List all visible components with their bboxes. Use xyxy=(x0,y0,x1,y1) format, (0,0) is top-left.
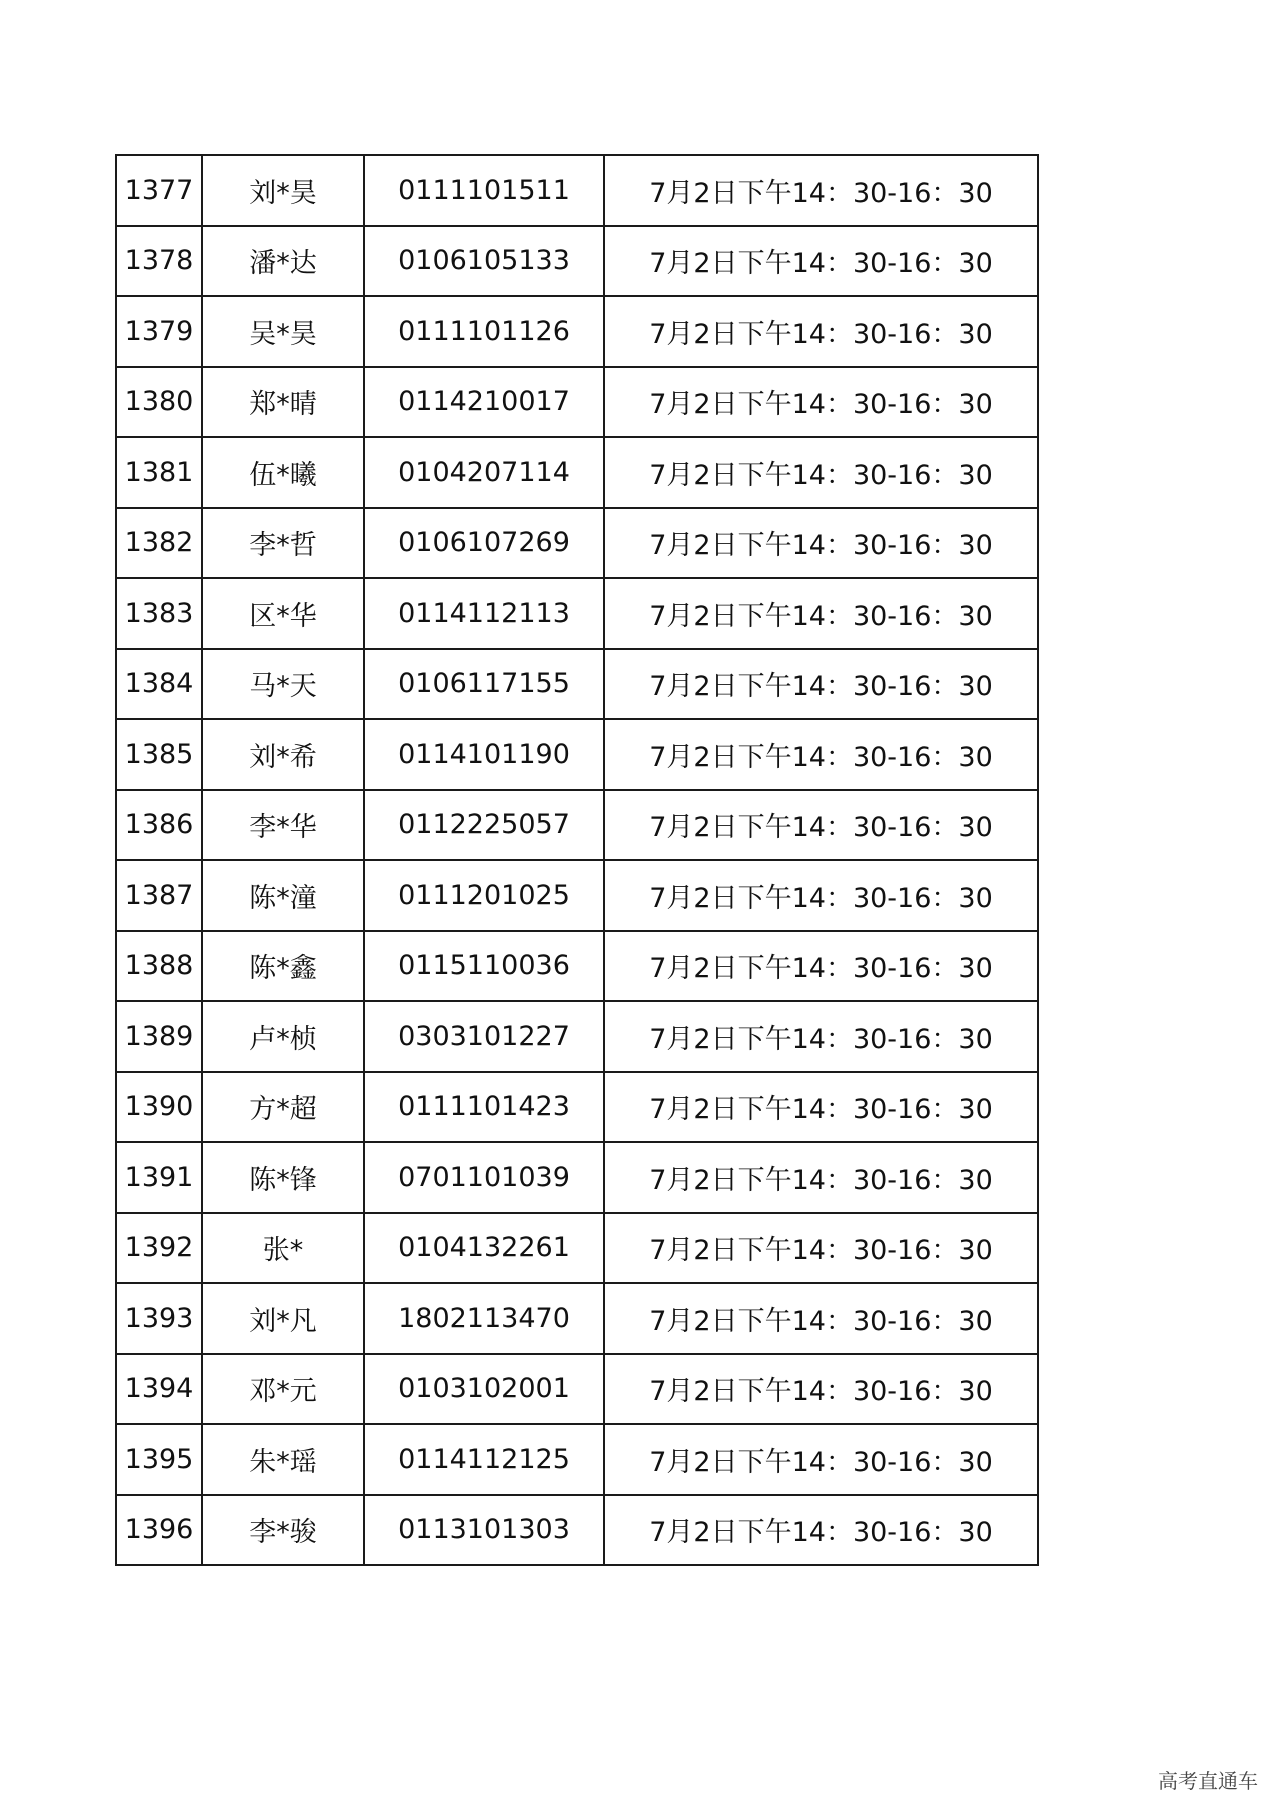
id-cell: 0114101190 xyxy=(364,719,604,790)
id-cell: 1802113470 xyxy=(364,1283,604,1354)
name-cell: 李*哲 xyxy=(202,508,364,579)
table-row xyxy=(116,931,1038,1002)
name-cell: 刘*昊 xyxy=(202,155,364,226)
table-row xyxy=(116,1072,1038,1143)
table-row xyxy=(116,719,1038,790)
table-row xyxy=(116,1213,1038,1284)
name-cell: 吴*昊 xyxy=(202,296,364,367)
id-cell: 0303101227 xyxy=(364,1001,604,1072)
table-row xyxy=(116,508,1038,579)
table-row xyxy=(116,578,1038,649)
table-row xyxy=(116,860,1038,931)
row-number-cell: 1380 xyxy=(116,367,202,438)
row-number-cell: 1377 xyxy=(116,155,202,226)
id-cell: 0114210017 xyxy=(364,367,604,438)
name-cell: 邓*元 xyxy=(202,1354,364,1425)
name-cell: 方*超 xyxy=(202,1072,364,1143)
time-cell: 7月2日下午14：30-16：30 xyxy=(604,1142,1038,1213)
name-cell: 伍*曦 xyxy=(202,437,364,508)
name-cell: 刘*凡 xyxy=(202,1283,364,1354)
row-number-cell: 1385 xyxy=(116,719,202,790)
table-row xyxy=(116,1354,1038,1425)
name-cell: 卢*桢 xyxy=(202,1001,364,1072)
name-cell: 郑*晴 xyxy=(202,367,364,438)
name-cell: 区*华 xyxy=(202,578,364,649)
table-row xyxy=(116,437,1038,508)
row-number-cell: 1378 xyxy=(116,226,202,297)
id-cell: 0111101126 xyxy=(364,296,604,367)
id-cell: 0701101039 xyxy=(364,1142,604,1213)
time-cell: 7月2日下午14：30-16：30 xyxy=(604,1495,1038,1566)
name-cell: 李*华 xyxy=(202,790,364,861)
roster-table xyxy=(115,154,1039,1566)
table-row xyxy=(116,1001,1038,1072)
id-cell: 0114112113 xyxy=(364,578,604,649)
time-cell: 7月2日下午14：30-16：30 xyxy=(604,1072,1038,1143)
name-cell: 陈*锋 xyxy=(202,1142,364,1213)
id-cell: 0112225057 xyxy=(364,790,604,861)
time-cell: 7月2日下午14：30-16：30 xyxy=(604,155,1038,226)
id-cell: 0111101423 xyxy=(364,1072,604,1143)
row-number-cell: 1388 xyxy=(116,931,202,1002)
row-number-cell: 1392 xyxy=(116,1213,202,1284)
id-cell: 0104132261 xyxy=(364,1213,604,1284)
row-number-cell: 1393 xyxy=(116,1283,202,1354)
row-number-cell: 1395 xyxy=(116,1424,202,1495)
row-number-cell: 1390 xyxy=(116,1072,202,1143)
time-cell: 7月2日下午14：30-16：30 xyxy=(604,1213,1038,1284)
time-cell: 7月2日下午14：30-16：30 xyxy=(604,860,1038,931)
table-row xyxy=(116,296,1038,367)
time-cell: 7月2日下午14：30-16：30 xyxy=(604,226,1038,297)
time-cell: 7月2日下午14：30-16：30 xyxy=(604,1424,1038,1495)
id-cell: 0106117155 xyxy=(364,649,604,720)
id-cell: 0103102001 xyxy=(364,1354,604,1425)
table-row xyxy=(116,1495,1038,1566)
row-number-cell: 1384 xyxy=(116,649,202,720)
time-cell: 7月2日下午14：30-16：30 xyxy=(604,367,1038,438)
id-cell: 0111201025 xyxy=(364,860,604,931)
id-cell: 0115110036 xyxy=(364,931,604,1002)
table-row xyxy=(116,1424,1038,1495)
row-number-cell: 1386 xyxy=(116,790,202,861)
table-row xyxy=(116,367,1038,438)
name-cell: 朱*瑶 xyxy=(202,1424,364,1495)
row-number-cell: 1381 xyxy=(116,437,202,508)
time-cell: 7月2日下午14：30-16：30 xyxy=(604,649,1038,720)
name-cell: 陈*鑫 xyxy=(202,931,364,1002)
time-cell: 7月2日下午14：30-16：30 xyxy=(604,437,1038,508)
time-cell: 7月2日下午14：30-16：30 xyxy=(604,931,1038,1002)
time-cell: 7月2日下午14：30-16：30 xyxy=(604,1283,1038,1354)
row-number-cell: 1379 xyxy=(116,296,202,367)
id-cell: 0106107269 xyxy=(364,508,604,579)
table-row xyxy=(116,1283,1038,1354)
id-cell: 0106105133 xyxy=(364,226,604,297)
name-cell: 马*天 xyxy=(202,649,364,720)
row-number-cell: 1389 xyxy=(116,1001,202,1072)
row-number-cell: 1383 xyxy=(116,578,202,649)
row-number-cell: 1391 xyxy=(116,1142,202,1213)
time-cell: 7月2日下午14：30-16：30 xyxy=(604,296,1038,367)
table-row xyxy=(116,155,1038,226)
time-cell: 7月2日下午14：30-16：30 xyxy=(604,719,1038,790)
id-cell: 0114112125 xyxy=(364,1424,604,1495)
name-cell: 张* xyxy=(202,1213,364,1284)
table-row xyxy=(116,649,1038,720)
id-cell: 0104207114 xyxy=(364,437,604,508)
row-number-cell: 1382 xyxy=(116,508,202,579)
time-cell: 7月2日下午14：30-16：30 xyxy=(604,508,1038,579)
name-cell: 刘*希 xyxy=(202,719,364,790)
row-number-cell: 1387 xyxy=(116,860,202,931)
table-row xyxy=(116,1142,1038,1213)
row-number-cell: 1394 xyxy=(116,1354,202,1425)
table-row xyxy=(116,790,1038,861)
table-row xyxy=(116,226,1038,297)
id-cell: 0111101511 xyxy=(364,155,604,226)
time-cell: 7月2日下午14：30-16：30 xyxy=(604,790,1038,861)
row-number-cell: 1396 xyxy=(116,1495,202,1566)
watermark: 高考直通车 xyxy=(1158,1769,1258,1793)
name-cell: 潘*达 xyxy=(202,226,364,297)
roster-body xyxy=(116,155,1038,1565)
time-cell: 7月2日下午14：30-16：30 xyxy=(604,578,1038,649)
id-cell: 0113101303 xyxy=(364,1495,604,1566)
name-cell: 李*骏 xyxy=(202,1495,364,1566)
name-cell: 陈*潼 xyxy=(202,860,364,931)
time-cell: 7月2日下午14：30-16：30 xyxy=(604,1001,1038,1072)
time-cell: 7月2日下午14：30-16：30 xyxy=(604,1354,1038,1425)
